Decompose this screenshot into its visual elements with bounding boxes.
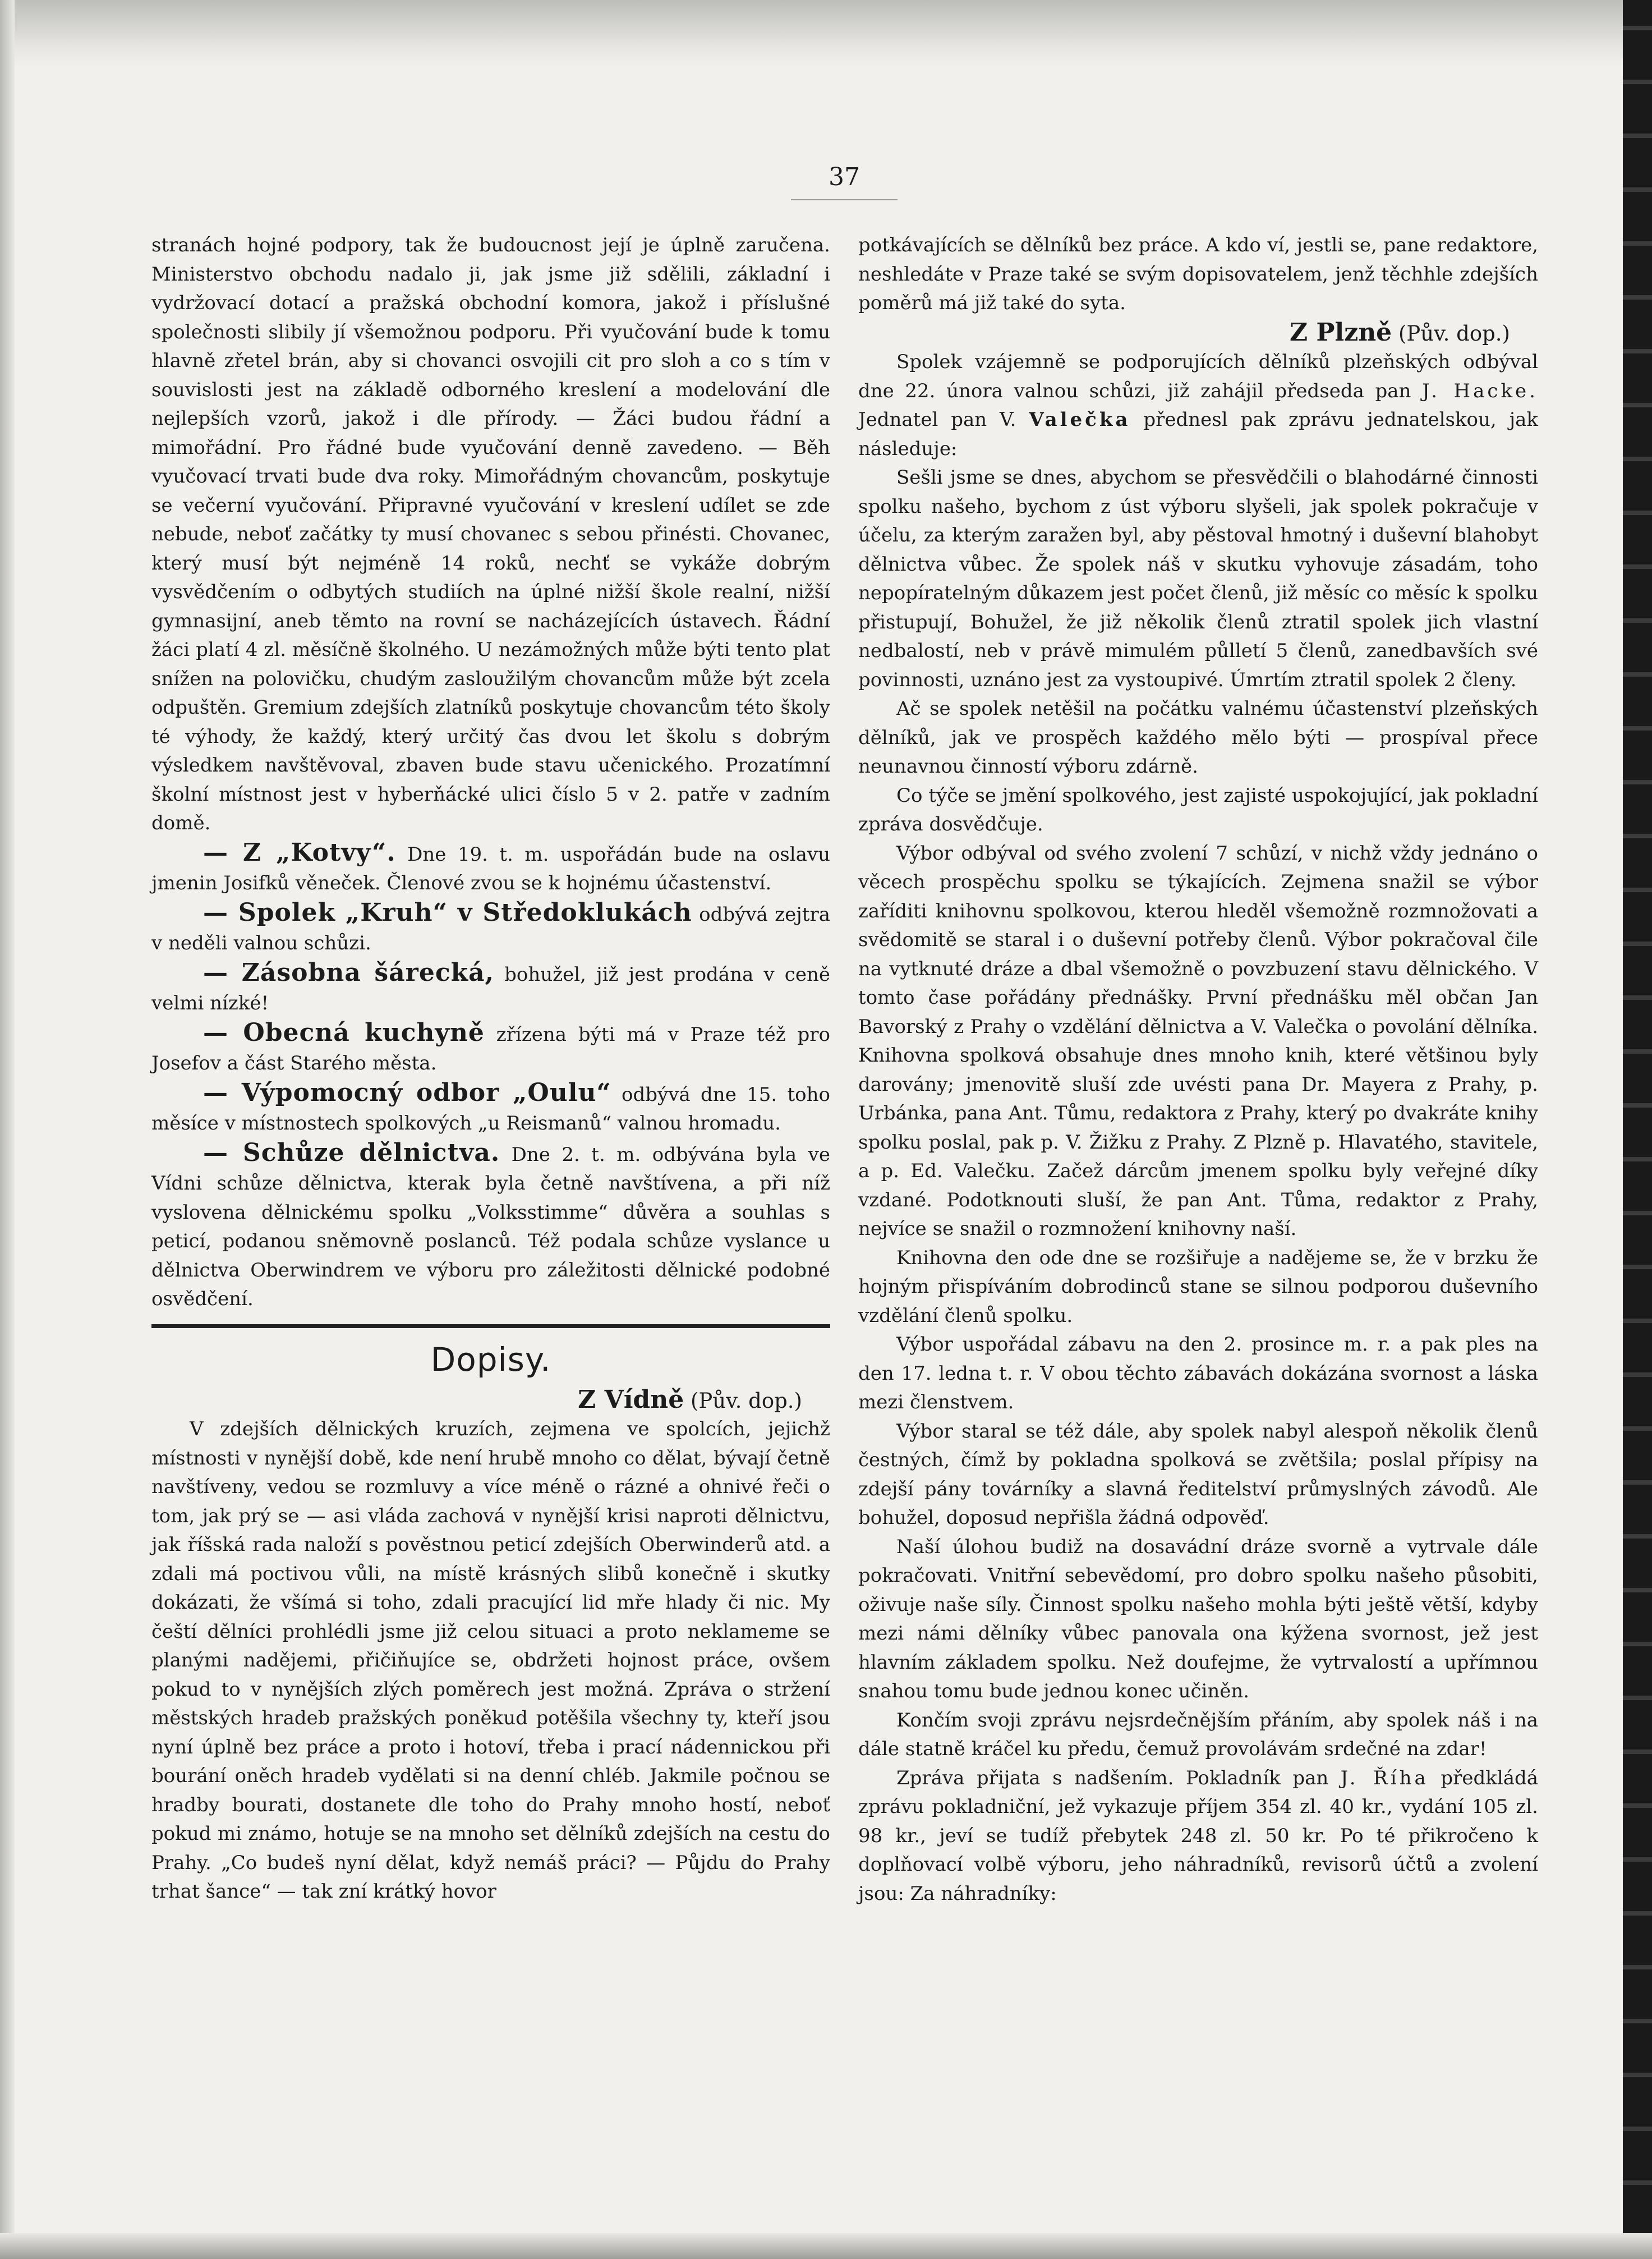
- news-item-kotvy-text: Dne 19. t. m. uspořádán bude na oslavu jmenin Josifků věneček. Členové zvou se k hojnému účastenství.: [151, 843, 830, 894]
- report-paragraph: Výbor staral se též dále, aby spolek nabyl alespoň několik členů čestných, čímž by pokladna spolková se zvětšila; poslal přípisy na zdejší pány továrníky a slavná ředitelství průmyslných závodů. Ale bohužel, doposud nepřišla žádná odpověď.: [858, 1420, 1538, 1529]
- news-item-kuchyne-lead: — Obecná kuchyně: [203, 1018, 485, 1047]
- news-item-odbor-lead: — Výpomocný odbor „Oulu“: [203, 1078, 611, 1107]
- page-number: 37: [791, 163, 898, 200]
- news-item-kuchyne-text: zřízena býti má v Praze též pro Josefov a část Starého města.: [151, 1023, 830, 1075]
- dateline-vienna-place: Z Vídně: [578, 1385, 684, 1414]
- news-item-kotvy: [151, 838, 830, 898]
- news-item-odbor: [151, 1078, 830, 1138]
- letter-plzen-intro-part-2: Jednatel pan V.: [858, 408, 1029, 431]
- left-column: [151, 231, 830, 1907]
- news-item-kruh-lead: — Spolek „Kruh“ v Středoklukách: [203, 898, 692, 927]
- news-item-odbor-text: odbývá dne 15. toho měsíce v místnostech spolkových „u Reismanů“ valnou hromadu.: [151, 1083, 830, 1135]
- report-final-part-2: předkládá zprávu pokladniční, jež vykazuje příjem 354 zl. 40 kr., vydání 105 zl. 98 kr., jeví se tudíž přebytek 248 zl. 50 kr. Po té přikročeno k doplňovací volbě výboru, jeho náhradníků, revisorů účtů a zvolení jsou: Za náhradníky:: [858, 1766, 1539, 1905]
- report-paragraph: Co týče se jmění spolkového, jest zajisté uspokojující, jak pokladní zpráva dosvědčuje.: [858, 784, 1538, 835]
- right-column: [858, 231, 1538, 1908]
- letter-vienna-continued: potkávajících se dělníků bez práce. A kdo ví, jestli se, pane redaktore, neshledáte v Praze také se svým dopisovatelem, jenž těchhle zdejších poměrů má již také do syta.: [858, 234, 1538, 314]
- dateline-plzen-source: (Pův. dop.): [1392, 321, 1510, 346]
- article-intro-continued: stranách hojné podpory, tak že budoucnost její je úplně zaručena. Ministerstvo obchodu nadalo ji, jak jsme již sdělili, základní i vydržovací dotací a pražská obchodní komora, jakož i příslušné společnosti slibily jí všemožnou podporu. Při vyučování bude k tomu hlavně zřetel brán, aby si chovanci osvojili cit pro sloh a co s tím v souvislosti jest na základě odborného kreslení a modelování dle nejlepších vzorů, jakož i dle přírody. — Žáci budou řádní a mimořádní. Pro řádné bude vyučování denně zavedeno. — Běh vyučovací trvati bude dva roky. Mimořádným chovancům, poskytuje se večerní vyučování. Připravné vyučování v kreslení udílet se zde nebude, neboť začátky ty musí chovanec s sebou přinésti. Chovanec, který musí být nejméně 14 roků, nechť se vykáže dobrým vysvědčením o odbytých studiích na úplné nižší škole realní, nižší gymnasijní, aneb těmto na rovní se nacházejících ústavech. Řádní žáci platí 4 zl. měsíčně školného. U nezámožných může býti tento plat snížen na polovičku, chudým zasloužilým chovancům může být zcela odpuštěn. Gremium zdejších zlatníků poskytuje chovancům této školy té výhody, že každý, který určitý čas dvou let školu s dobrým výsledkem navštěvoval, zbaven bude stavu učenického. Prozatímní školní místnost jest v hyberňácké ulici číslo 5 v 2. patře v zadním domě.: [151, 234, 830, 834]
- report-paragraph: Sešli jsme se dnes, abychom se přesvědčili o blahodárné činnosti spolku našeho, bychom z úst výboru slyšeli, jak spolek pokračuje v účelu, za kterým zaražen byl, aby pěstoval hmotný i duševní blahobyt dělnictva vůbec. Že spolek náš v skutku vyhovuje zásadám, toho nepopíratelným důkazem jest počet členů, již měsíc co měsíc k spolku přistupují, Bohužel, že již několik členů ztratil spolek jich vlastní nedbalostí, neb v právě mimulém půlletí 5 členů, zanedbavších své povinnosti, uznáno jest za vystoupivé. Úmrtím ztratil spolek 2 členy.: [858, 466, 1538, 691]
- person-name-riha: J. Říha: [1340, 1766, 1429, 1789]
- report-paragraph: Výbor odbýval od svého zvolení 7 schůzí, v nichž vždy jednáno o věcech prospěchu spolku se týkajících. Zejmena snažil se výbor zaříditi knihovnu spolkovou, kterou hleděl všemožně rozmnožovati a svědomitě se staral i o duševní potřeby členů. Výbor pokračoval čile na vytknuté dráze a dbal všemožně o povzbuzení stavu dělnického. V tomto čase pořádány přednášky. První přednášku měl občan Jan Bavorský z Prahy o vzdělání dělnictva a V. Valečka o povolání dělníka. Knihovna spolková obsahuje dnes mnoho knih, které většinou byly darovány; jmenovitě sluší zde uvésti pana Dr. Mayera z Prahy, p. Urbánka, pana Ant. Tůmu, redaktora z Prahy, který po dvakráte knihy spolku poslal, pak p. V. Žižku z Prahy. Z Plzně p. Hlavatého, stavitele, a p. Ed. Valečku. Začež dárcům jmenem spolku byly veřejné díky vzdané. Podotknouti sluší, že pan Ant. Tůma, redaktor z Prahy, nejvíce se snažil o rozmnožení knihovny naší.: [858, 842, 1538, 1240]
- dateline-vienna-source: (Pův. dop.): [684, 1388, 802, 1413]
- scan-edge-left: [0, 0, 15, 2259]
- dateline-plzen-place: Z Plzně: [1289, 318, 1392, 347]
- scan-edge-right: [1623, 0, 1652, 2259]
- letter-plzen-intro-part-3: přednesl pak zprávu jednatelskou, jak následuje:: [858, 408, 1538, 460]
- report-paragraph: Ač se spolek netěšil na počátku valnému účastenství plzeňských dělníků, jak ve prospěch každého mělo býti — prospíval přece neunavnou činností výboru zdárně.: [858, 697, 1538, 778]
- report-paragraph: Končím svoji zprávu nejsrdečnějším přáním, aby spolek náš i na dále statně kráčel ku předu, čemuž provolávám srdečné na zdar!: [858, 1709, 1538, 1760]
- person-name-valecka: Valečka: [1029, 408, 1131, 431]
- letter-plzen-intro: [858, 348, 1538, 463]
- letter-plzen-intro-part-1: Spolek vzájemně se podporujících dělníků plzeňských odbýval dne 22. února valnou schůzi, již zahájil předseda pan: [858, 351, 1538, 402]
- section-title-dopisy: Dopisy.: [430, 1340, 551, 1379]
- report-paragraph: Knihovna den ode dne se rozšiřuje a nadějeme se, že v brzku že hojným přispíváním dobrodinců stane se silnou podporou duševního vzdělání členů spolku.: [858, 1246, 1538, 1327]
- letter-vienna-text: V zdejších dělnických kruzích, zejmena ve spolcích, jejichž místnosti v nynější době, kde není hrubě mnoho co dělat, bývají četně navštíveny, vedou se rozmluvy a více méně o rázné a ohnivé řeči o tom, jak prý se — asi vláda zachová v nynější krisi naproti dělnictvu, jak říšská rada naloží s pověstnou peticí zdejších Oberwinderů atd. a zdali má poctivou vůli, na místě krásných slibů konečně i skutky dokázati, že všímá si toho, zdali pracující lid mře hlady či nic. My čeští dělníci prohlédli jsme již celou situaci a proto neklameme se planými nadějemi, přičiňujíce se, obdržeti hojnost práce, ovšem pokud to v nynějších zlých poměrech jest možná. Zpráva o stržení městských hradeb pražských poněkud potěšila všechny ty, kteří jsou nyní úplně bez práce a proto i hotoví, třeba i prací nádennickou při bourání oněch hradeb vydělati si na denní chléb. Jakmile počnou se hradby bourati, dostanete dle toho do Prahy mnoho hostí, neboť pokud mi známo, hotuje se na mnoho set dělníků zdejších na cestu do Prahy. „Co budeš nyní dělat, když nemáš práci? — Půjdu do Prahy trhat šance“ — tak zní krátký hovor: [151, 1418, 830, 1903]
- news-item-kruh-text: odbývá zejtra v neděli valnou schůzi.: [151, 903, 830, 954]
- report-paragraph: Výbor uspořádal zábavu na den 2. prosince m. r. a pak ples na den 17. ledna t. r. V obou těchto zábavách dokázána svornost a láska mezi členstvem.: [858, 1333, 1538, 1413]
- dateline-vienna: [151, 1385, 830, 1416]
- news-item-zasobna: [151, 958, 830, 1018]
- news-item-kruh: [151, 898, 830, 958]
- news-item-zasobna-lead: — Zásobna šárecká,: [203, 958, 494, 987]
- news-item-zasobna-text: bohužel, již jest prodána v ceně velmi nízké!: [151, 963, 830, 1014]
- news-item-kuchyne: [151, 1018, 830, 1078]
- scan-edge-top: [0, 0, 1652, 67]
- dateline-plzen: [858, 318, 1538, 348]
- news-item-schuze-text: Dne 2. t. m. odbývána byla ve Vídni schůze dělnictva, kterak byla četně navštívena, a při níž vyslovena dělnickému spolku „Volksstimme“ důvěra a souhlas s peticí, podanou sněmovně poslanců. Též podala schůze vyslance u dělnictva Oberwindrem ve výboru pro záležitosti dělnické podobné osvědčení.: [151, 1143, 830, 1310]
- report-paragraph: Naší úlohou budiž na dosavádní dráze svorně a vytrvale dále pokračovati. Vnitřní sebevědomí, pro dobro spolku našeho působiti, oživuje naše síly. Činnost spolku našeho mohla býti ještě větší, kdyby mezi námi dělníky vůbec panovala ona kýžena svornost, jež jest hlavním základem spolku. Než doufejme, že vytrvalostí a upřímnou snahou tomu bude jednou konec učiněn.: [858, 1535, 1538, 1702]
- report-final-part-1: Zpráva přijata s nadšením. Pokladník pan: [896, 1766, 1341, 1789]
- report-final-paragraph: [858, 1764, 1538, 1909]
- person-name-hacke: J. Hacke.: [1422, 379, 1538, 402]
- news-item-schuze-lead: — Schůze dělnictva.: [203, 1138, 500, 1167]
- news-item-schuze: [151, 1138, 830, 1314]
- scan-edge-bottom: [0, 2233, 1652, 2259]
- section-divider: [151, 1324, 830, 1328]
- news-item-kotvy-lead: — Z „Kotvy“.: [203, 838, 396, 867]
